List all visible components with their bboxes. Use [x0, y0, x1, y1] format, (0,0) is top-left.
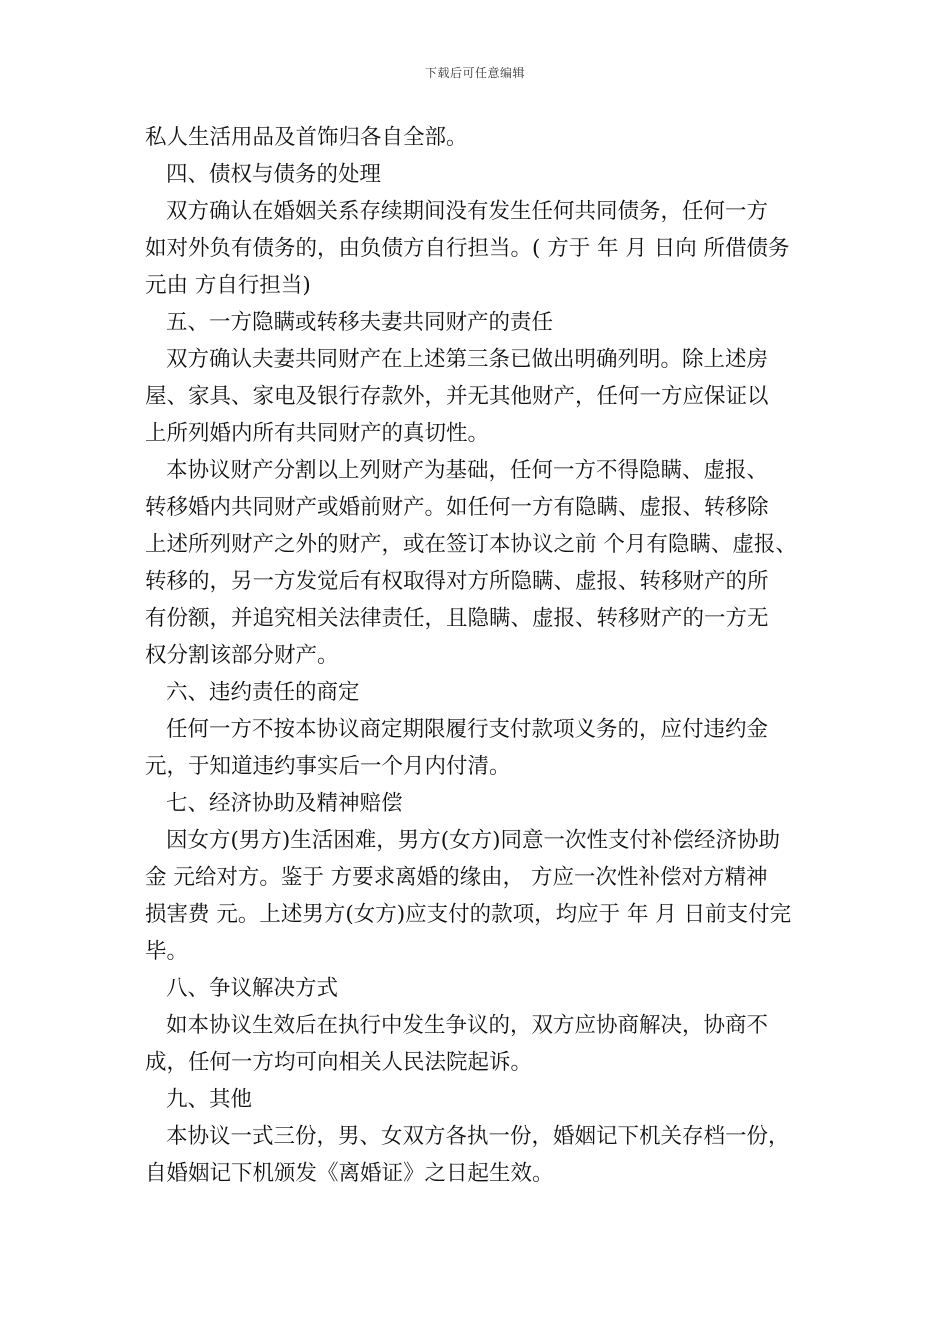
section-heading: 七、经济协助及精神赔偿	[166, 791, 403, 816]
section-heading: 六、违约责任的商定	[166, 680, 360, 705]
section-heading: 五、一方隐瞒或转移夫妻共同财产的责任	[166, 310, 554, 335]
text-line: 权分割该部分财产。	[145, 643, 339, 668]
section-heading: 四、债权与债务的处理	[166, 162, 382, 187]
text-line: 毕。	[145, 939, 189, 964]
text-line: 本协议一式三份，男、女双方各执一份，婚姻记下机关存档一份，	[166, 1124, 790, 1149]
text-line: 转移的，另一方发觉后有权取得对方所隐瞒、虚报、转移财产的所	[145, 569, 769, 594]
text-line: 双方确认在婚姻关系存续期间没有发生任何共同债务，任何一方	[166, 199, 769, 224]
text-line: 自婚姻记下机颁发《离婚证》之日起生效。	[145, 1161, 554, 1186]
text-line: 本协议财产分割以上列财产为基础，任何一方不得隐瞒、虚报、	[166, 458, 769, 483]
text-line: 转移婚内共同财产或婚前财产。如任何一方有隐瞒、虚报、转移除	[145, 495, 769, 520]
section-heading: 九、其他	[166, 1087, 253, 1112]
section-heading: 八、争议解决方式	[166, 976, 339, 1001]
text-line: 上所列婚内所有共同财产的真切性。	[145, 421, 490, 446]
text-line: 损害费 元。上述男方(女方)应支付的款项，均应于 年 月 日前支付完	[145, 902, 792, 927]
text-line: 金 元给对方。鉴于 方要求离婚的缘由， 方应一次性补偿对方精神	[145, 865, 768, 890]
text-line: 有份额，并追究相关法律责任，且隐瞒、虚报、转移财产的一方无	[145, 606, 769, 631]
document-body	[145, 119, 810, 1192]
text-line: 元由 方自行担当)	[145, 273, 311, 298]
header-note: 下载后可任意编辑	[424, 66, 525, 80]
text-line: 成，任何一方均可向相关人民法院起诉。	[145, 1050, 533, 1075]
text-line: 上述所列财产之外的财产，或在签订本协议之前 个月有隐瞒、虚报、	[145, 532, 797, 557]
text-line: 任何一方不按本协议商定期限履行支付款项义务的，应付违约金	[166, 717, 769, 742]
text-line: 屋、家具、家电及银行存款外，并无其他财产，任何一方应保证以	[145, 384, 769, 409]
text-line: 如本协议生效后在执行中发生争议的，双方应协商解决，协商不	[166, 1013, 769, 1038]
text-line: 如对外负有债务的，由负债方自行担当。( 方于 年 月 日向 所借债务	[145, 236, 790, 261]
text-line: 因女方(男方)生活困难，男方(女方)同意一次性支付补偿经济协助	[166, 828, 781, 853]
text-line: 元，于知道违约事实后一个月内付清。	[145, 754, 511, 779]
text-line: 双方确认夫妻共同财产在上述第三条已做出明确列明。除上述房	[166, 347, 769, 372]
text-line: 私人生活用品及首饰归各自全部。	[145, 125, 468, 150]
